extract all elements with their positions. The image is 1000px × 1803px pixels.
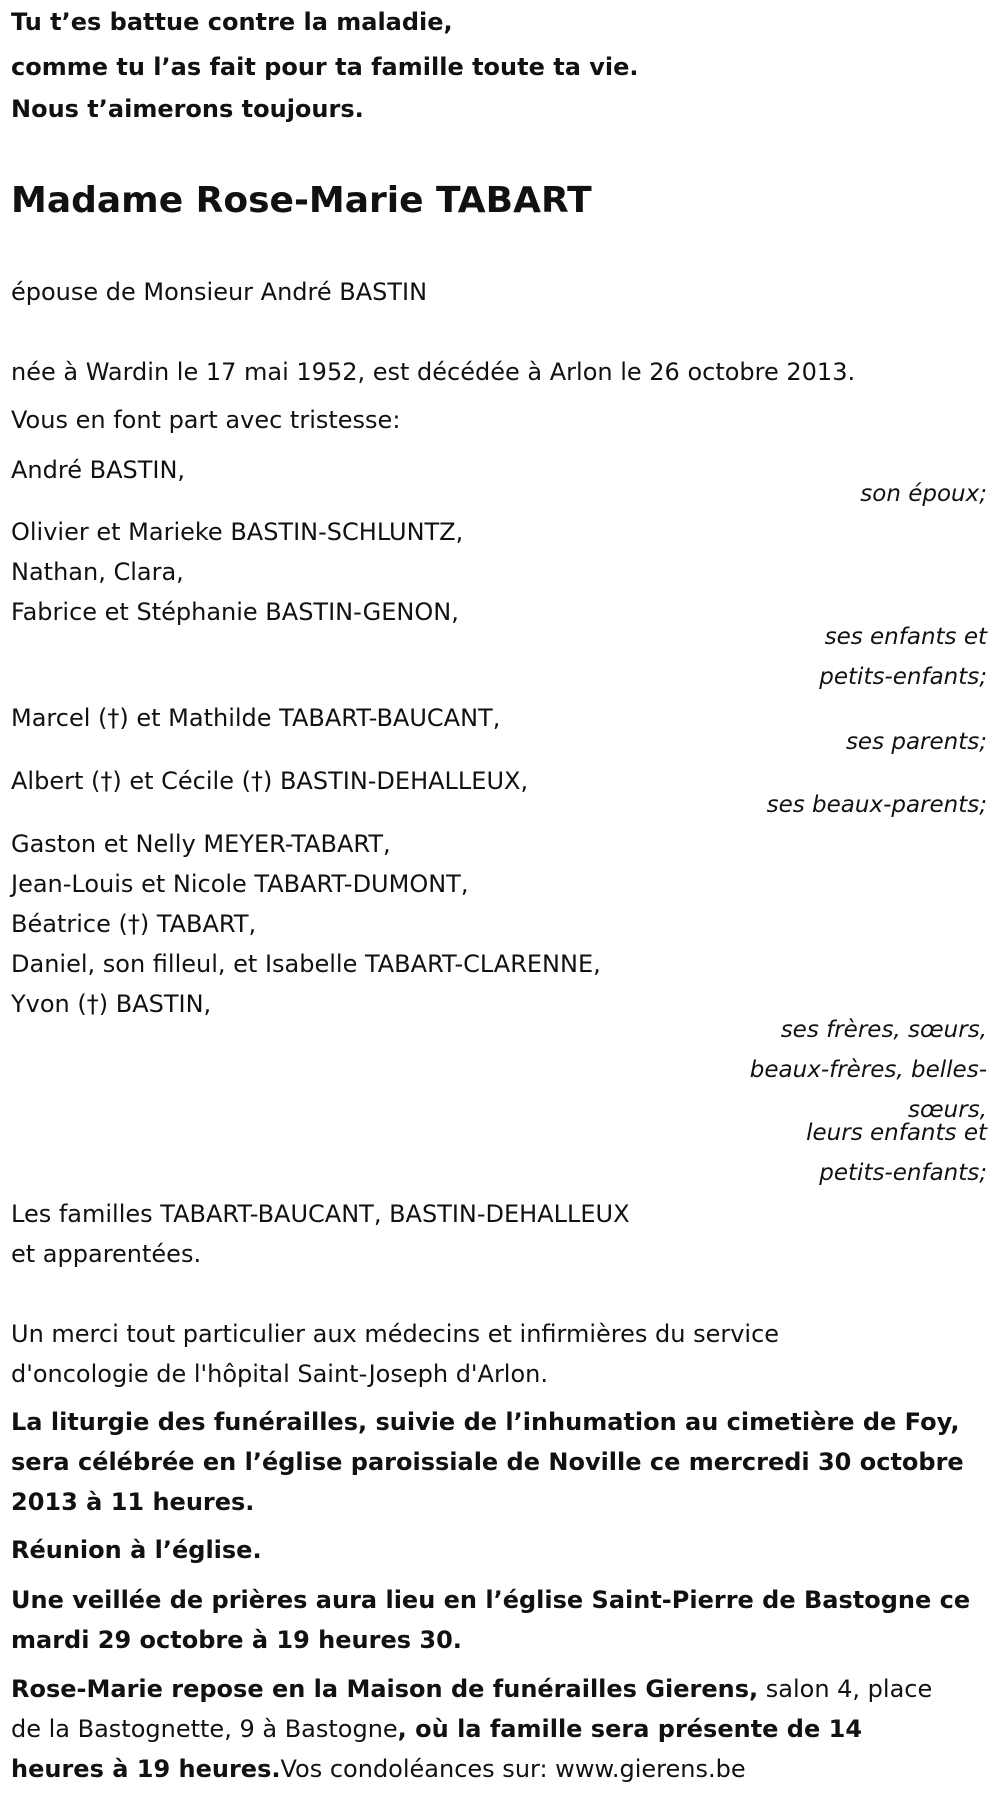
- family-relation: ses parents;: [845, 729, 987, 755]
- thanks-paragraph: [11, 1314, 779, 1394]
- repose-location: Rose-Marie repose en la Maison de funérailles Gierens,: [11, 1675, 759, 1703]
- family-relation: ses enfants et: [824, 624, 987, 650]
- repose-paragraph: [11, 1669, 932, 1789]
- family-name: Fabrice et Stéphanie BASTIN-GENON,: [11, 598, 459, 626]
- family-relation: sœurs,: [908, 1097, 987, 1123]
- family-relation: son époux;: [860, 481, 987, 507]
- family-name: Marcel (†) et Mathilde TABART-BAUCANT,: [11, 704, 501, 732]
- family-relation: beaux-frères, belles-: [749, 1057, 987, 1083]
- repose-address: de la Bastognette, 9 à Bastogne: [11, 1715, 398, 1743]
- condolences-link[interactable]: Vos condoléances sur: www.gierens.be: [280, 1755, 746, 1783]
- repose-line-2: [11, 1709, 932, 1749]
- deceased-name: Madame Rose-Marie TABART: [11, 180, 592, 221]
- family-name: Béatrice (†) TABART,: [11, 910, 257, 938]
- intro-line: Vous en font part avec tristesse:: [11, 406, 401, 434]
- family-relation: petits-enfants;: [819, 664, 987, 690]
- families-line-1: Les familles TABART-BAUCANT, BASTIN-DEHALLEUX: [11, 1200, 630, 1228]
- liturgy-paragraph: [11, 1402, 964, 1522]
- family-name: Yvon (†) BASTIN,: [11, 990, 212, 1018]
- birth-death-line: née à Wardin le 17 mai 1952, est décédée à Arlon le 26 octobre 2013.: [11, 358, 856, 386]
- quote-line-1: Tu t’es battue contre la maladie,: [11, 8, 453, 36]
- meeting-line: Réunion à l’église.: [11, 1536, 262, 1564]
- repose-presence: , où la famille sera présente de 14: [397, 1715, 863, 1743]
- liturgy-line-3: 2013 à 11 heures.: [11, 1488, 255, 1516]
- vigil-line-1: Une veillée de prières aura lieu en l’église Saint-Pierre de Bastogne ce: [11, 1586, 971, 1614]
- family-name: Daniel, son filleul, et Isabelle TABART-CLARENNE,: [11, 950, 601, 978]
- vigil-paragraph: [11, 1580, 970, 1660]
- liturgy-line-1: La liturgie des funérailles, suivie de l’inhumation au cimetière de Foy,: [11, 1408, 960, 1436]
- family-name: André BASTIN,: [11, 456, 186, 484]
- thanks-line-2: d'oncologie de l'hôpital Saint-Joseph d'Arlon.: [11, 1360, 548, 1388]
- family-relation: ses frères, sœurs,: [780, 1017, 987, 1043]
- quote-line-2: comme tu l’as fait pour ta famille toute ta vie.: [11, 53, 639, 81]
- repose-salon: salon 4, place: [758, 1675, 933, 1703]
- family-relation: ses beaux-parents;: [766, 792, 987, 818]
- families-line: [11, 1194, 630, 1274]
- family-name: Gaston et Nelly MEYER-TABART,: [11, 830, 391, 858]
- vigil-line-2: mardi 29 octobre à 19 heures 30.: [11, 1626, 462, 1654]
- repose-line-1: [11, 1669, 932, 1709]
- family-name: Olivier et Marieke BASTIN-SCHLUNTZ,: [11, 518, 464, 546]
- repose-hours: heures à 19 heures.: [11, 1755, 281, 1783]
- quote-line-3: Nous t’aimerons toujours.: [11, 95, 364, 123]
- family-relation: leurs enfants et: [806, 1120, 987, 1146]
- liturgy-line-2: sera célébrée en l’église paroissiale de Noville ce mercredi 30 octobre: [11, 1448, 964, 1476]
- family-names-children: [11, 512, 463, 632]
- spouse-line: épouse de Monsieur André BASTIN: [11, 278, 428, 306]
- family-name: Nathan, Clara,: [11, 558, 184, 586]
- family-name: Albert (†) et Cécile (†) BASTIN-DEHALLEUX,: [11, 767, 529, 795]
- family-names-siblings: [11, 824, 601, 1024]
- repose-line-3: [11, 1749, 932, 1789]
- family-name: Jean-Louis et Nicole TABART-DUMONT,: [11, 870, 469, 898]
- families-line-2: et apparentées.: [11, 1240, 202, 1268]
- family-relation: petits-enfants;: [819, 1160, 987, 1186]
- thanks-line-1: Un merci tout particulier aux médecins et infirmières du service: [11, 1320, 780, 1348]
